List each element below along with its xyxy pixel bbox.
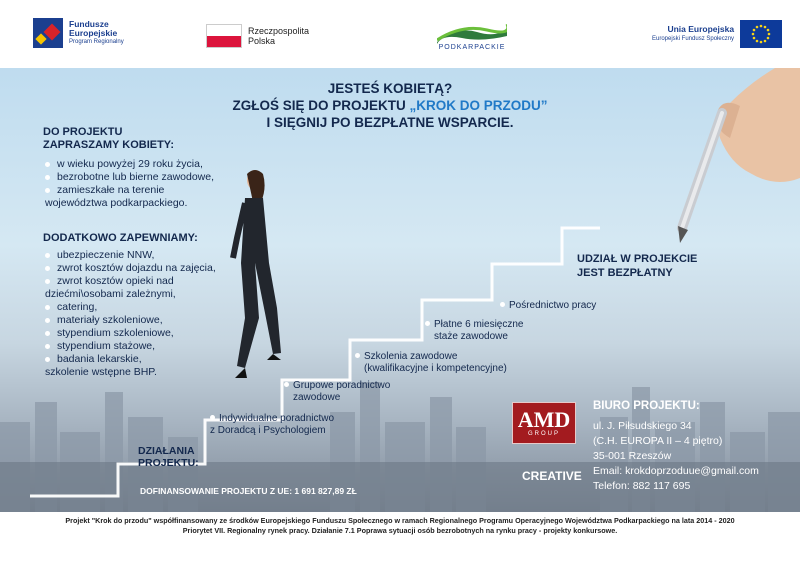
podkarpackie-label: PODKARPACKIE — [438, 44, 506, 51]
list-item: bezrobotne lub bierne zawodowe, — [45, 171, 214, 184]
extra-title: DODATKOWO ZAPEWNIAMY: — [43, 232, 198, 244]
list-item: zamieszkałe na terenie — [45, 184, 214, 197]
fe-line1: Fundusze — [69, 18, 109, 29]
unia-europejska-logo — [652, 20, 782, 48]
ue-line1: Unia Europejska — [667, 24, 735, 34]
free-participation-note: UDZIAŁ W PROJEKCIE JEST BEZPŁATNY — [577, 253, 698, 279]
step-individual-counseling: Indywidualne poradnictwo z Doradcą i Psychologiem — [210, 413, 335, 436]
rp-line1: Rzeczpospolita — [248, 26, 310, 36]
project-actions-label: DZIAŁANIA PROJEKTU: — [138, 445, 199, 469]
list-item: materiały szkoleniowe, — [45, 314, 216, 327]
list-item: ubezpieczenie NNW, — [45, 249, 216, 262]
list-item-continuation: województwa podkarpackiego. — [45, 197, 188, 209]
amd-group-text: GROUP — [527, 431, 560, 437]
step-paid-internships: Płatne 6 miesięczne staże zawodowe — [425, 319, 524, 343]
fundusze-europejskie-icon — [33, 18, 63, 48]
headline-line1: JESTEŚ KOBIETĄ? — [327, 81, 453, 96]
businesswoman-figure — [215, 168, 285, 393]
ue-line2: Europejski Fundusz Społeczny — [652, 36, 735, 42]
eu-flag-icon — [740, 20, 782, 48]
office-street: ul. J. Piłsudskiego 34 — [593, 420, 692, 432]
list-item: catering, — [45, 301, 216, 314]
footer-line1: Projekt "Krok do przodu" współfinansowany ze środków Europejskiego Funduszu Społecznego w ramach Regionalnego Programu Operacyjnego Województwa Podkarpackiego na lata 2014 - 2020 — [65, 516, 735, 525]
amd-logo-text: AMD — [517, 407, 571, 432]
list-item-continuation: dziećmi\osobami zależnymi, — [45, 288, 176, 300]
invite-title — [43, 126, 174, 152]
office-phone[interactable]: Telefon: 882 117 695 — [593, 480, 691, 492]
podkarpackie-logo — [437, 22, 507, 51]
step-group-counseling: Grupowe poradnictwo zawodowe — [284, 380, 390, 404]
extra-list — [45, 249, 216, 379]
fe-line3: Program Regionalny — [69, 38, 124, 45]
poster — [0, 68, 800, 512]
headline-line2-pre: ZGŁOŚ SIĘ DO PROJEKTU — [232, 98, 410, 113]
fe-line2: Europejskie — [69, 27, 118, 38]
footer-line2: Priorytet VII. Regionalny rynek pracy. Działanie 7.1 Poprawa sytuacji osób bezrobotnych na rynku pracy - projekty konkursowe. — [182, 526, 618, 535]
office-email[interactable]: Email: krokdoprzoduue@gmail.com — [593, 465, 759, 477]
amd-group-logo — [512, 402, 576, 444]
headline-line3: I SIĘGNIJ PO BEZPŁATNE WSPARCIE. — [266, 115, 514, 130]
office-building: (C.H. EUROPA II – 4 piętro) — [593, 435, 723, 447]
list-item: badania lekarskie, — [45, 353, 216, 366]
list-item: zwrot kosztów opieki nad — [45, 275, 216, 288]
list-item: zwrot kosztów dojazdu na zajęcia, — [45, 262, 216, 275]
list-item-continuation: szkolenie wstępne BHP. — [45, 366, 157, 378]
podkarpackie-hills-icon — [437, 22, 507, 44]
creative-label: CREATIVE — [522, 469, 582, 483]
list-item: stypendium stażowe, — [45, 340, 216, 353]
rp-line2: Polska — [248, 36, 276, 46]
polish-flag-icon — [206, 24, 242, 48]
invite-title-line1: DO PROJEKTU — [43, 126, 123, 138]
fundusze-europejskie-logo — [33, 18, 124, 48]
office-title: BIURO PROJEKTU: — [593, 400, 700, 412]
logo-bar — [0, 0, 800, 68]
step-vocational-training: Szkolenia zawodowe (kwalifikacyjne i kompetencyjne) — [355, 351, 507, 375]
rzeczpospolita-logo — [206, 24, 309, 48]
list-item: stypendium szkoleniowe, — [45, 327, 216, 340]
headline — [210, 80, 570, 131]
headline-project-name: „KROK DO PRZODU” — [409, 98, 548, 113]
list-item: w wieku powyżej 29 roku życia, — [45, 158, 214, 171]
headline-line2 — [210, 97, 570, 114]
office-city: 35-001 Rzeszów — [593, 450, 672, 462]
funding-amount: DOFINANSOWANIE PROJEKTU Z UE: 1 691 827,89 ZŁ — [140, 486, 357, 496]
step-job-placement: Pośrednictwo pracy — [500, 300, 596, 312]
invite-title-line2: ZAPRASZAMY KOBIETY: — [43, 139, 174, 151]
footer — [0, 516, 800, 536]
invite-list — [45, 158, 214, 210]
